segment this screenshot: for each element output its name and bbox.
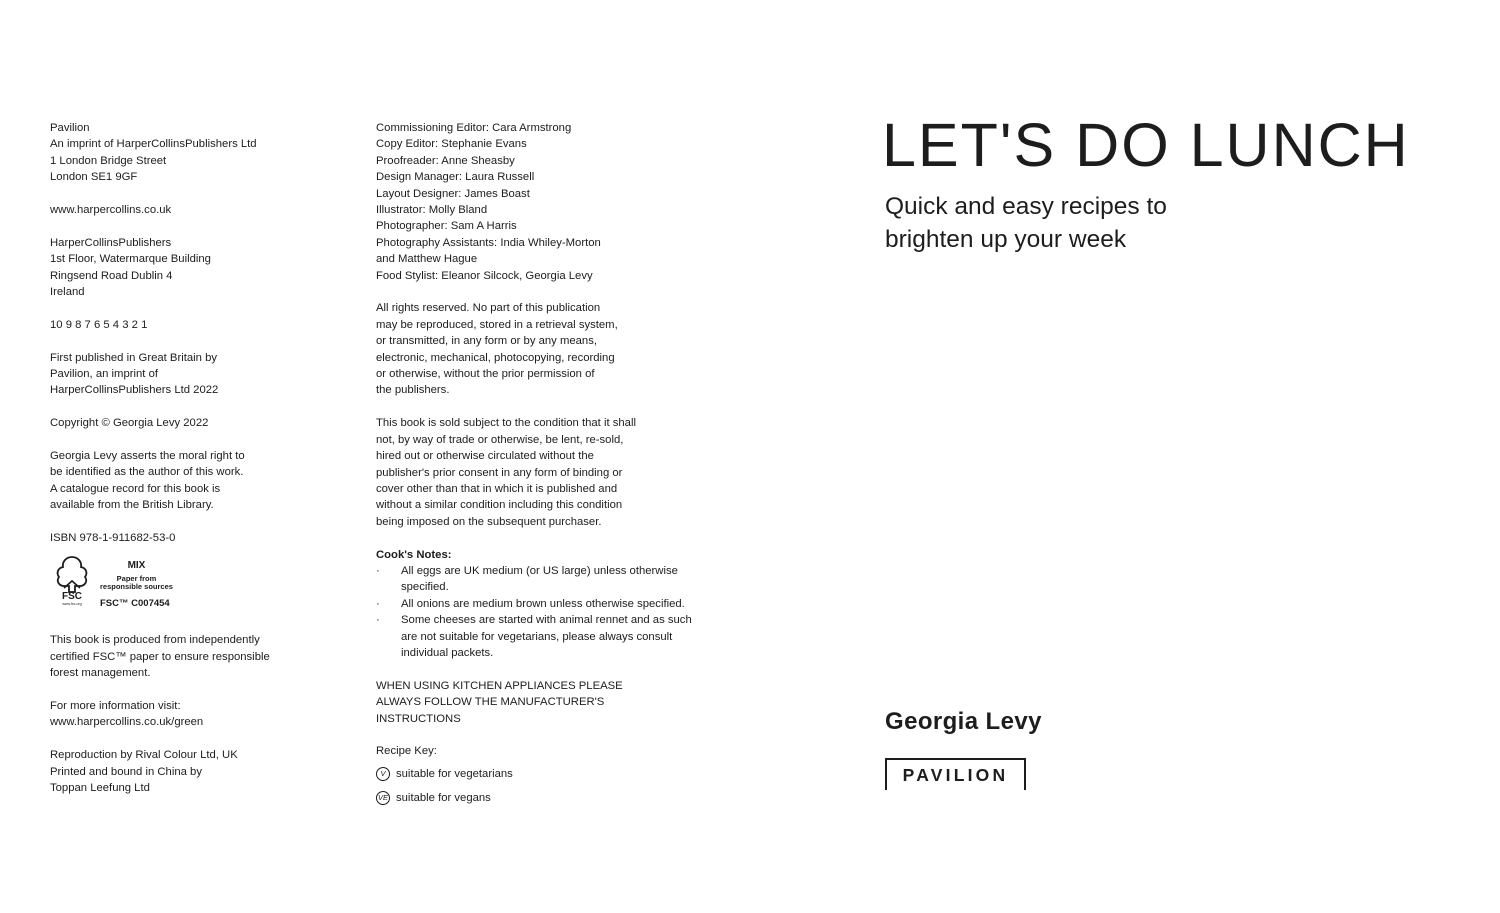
fsc-text-block: [100, 554, 173, 612]
fsc-paper-from: Paper from: [116, 573, 157, 583]
green-url: www.harpercollins.co.uk/green: [50, 716, 204, 729]
text-line: Toppan Leefung Ltd: [50, 782, 150, 795]
text-line: Georgia Levy asserts the moral right to: [50, 450, 245, 463]
text-line: First published in Great Britain by: [50, 351, 218, 364]
credit-line: Design Manager: Laura Russell: [376, 171, 535, 184]
text-line: electronic, mechanical, photocopying, recording: [376, 351, 615, 364]
text-line: This book is sold subject to the condition that it shall: [376, 417, 636, 430]
cooks-notes-list: [376, 563, 696, 661]
text-line: This book is produced from independently: [50, 634, 260, 647]
more-info: [50, 698, 350, 731]
text-line: cover other than that in which it is published and: [376, 482, 618, 495]
text-line: 1 London Bridge Street: [50, 154, 167, 167]
text-line: Reproduction by Rival Colour Ltd, UK: [50, 749, 238, 762]
fsc-statement: [50, 632, 350, 681]
text-line: may be reproduced, stored in a retrieval system,: [376, 318, 618, 331]
credit-line: Illustrator: Molly Bland: [376, 204, 488, 217]
credit-line: and Matthew Hague: [376, 253, 478, 266]
copyright: [50, 415, 350, 431]
text-line: INSTRUCTIONS: [376, 712, 461, 725]
fsc-logo-url: www.fsc.org: [62, 602, 82, 607]
author-name: Georgia Levy: [885, 708, 1042, 735]
imprint-column-left: [50, 120, 350, 813]
text-line: be identified as the author of this work.: [50, 466, 244, 479]
print-line: [50, 317, 350, 333]
text-line: WHEN USING KITCHEN APPLIANCES PLEASE: [376, 679, 623, 692]
text-line: Ringsend Road Dublin 4: [50, 269, 173, 282]
credit-line: Food Stylist: Eleanor Silcock, Georgia Levy: [376, 269, 593, 282]
credit-line: Copy Editor: Stephanie Evans: [376, 138, 527, 151]
vegetarian-icon: V: [376, 767, 390, 781]
list-item: · All eggs are UK medium (or US large) unless otherwise specified.: [376, 563, 701, 596]
text-line: being imposed on the subsequent purchaser.: [376, 515, 602, 528]
text-line: A catalogue record for this book is: [50, 482, 221, 495]
text-line: or otherwise, without the prior permission of: [376, 368, 595, 381]
credit-line: Photographer: Sam A Harris: [376, 220, 517, 233]
reproduction: [50, 747, 350, 796]
credit-line: Commissioning Editor: Cara Armstrong: [376, 122, 572, 134]
fsc-tree-icon: [52, 554, 92, 606]
text-line: ALWAYS FOLLOW THE MANUFACTURER'S: [376, 696, 605, 709]
credit-line: Proofreader: Anne Sheasby: [376, 154, 515, 167]
text-line: An imprint of HarperCollinsPublishers Ltd: [50, 138, 257, 151]
copyright-text: Copyright © Georgia Levy 2022: [50, 417, 209, 430]
imprint-column-middle: [376, 120, 696, 808]
cooks-notes: [376, 547, 696, 662]
recipe-key-label: suitable for vegetarians: [396, 767, 513, 780]
cooks-notes-title: Cook's Notes:: [376, 548, 452, 561]
list-item: · All onions are medium brown unless otherwise specified.: [376, 596, 701, 612]
isbn: [50, 530, 350, 546]
text-line: or transmitted, in any form or by any means,: [376, 335, 598, 348]
subtitle-line: brighten up your week: [885, 225, 1127, 253]
condition-statement: [376, 415, 696, 530]
text-line: forest management.: [50, 667, 151, 680]
website-text: www.harpercollins.co.uk: [50, 204, 172, 217]
text-line: without a similar condition including this condition: [376, 499, 623, 512]
rights-statement: [376, 300, 696, 398]
fsc-label: [52, 554, 350, 612]
publisher-logo: PAVILION: [885, 758, 1026, 790]
text-line: available from the British Library.: [50, 499, 214, 512]
text-line: HarperCollinsPublishers: [50, 236, 172, 249]
text-line: Ireland: [50, 286, 85, 299]
text-line: 1st Floor, Watermarque Building: [50, 253, 211, 266]
print-number-line: 10 9 8 7 6 5 4 3 2 1: [50, 318, 148, 331]
recipe-key: [376, 743, 696, 807]
fsc-mix: MIX: [127, 560, 146, 572]
recipe-key-item-vegan: [376, 788, 696, 808]
fsc-code: FSC™ C007454: [100, 597, 170, 609]
ireland-address: [50, 235, 350, 301]
text-line: For more information visit:: [50, 700, 181, 713]
list-item: · Some cheeses are started with animal rennet and as such are not suitable for vegetarians, please always consult individual packets.: [376, 612, 701, 661]
text-line: All rights reserved. No part of this publication: [376, 302, 601, 315]
text-line: London SE1 9GF: [50, 171, 138, 184]
credits: [376, 120, 696, 284]
text-line: Printed and bound in China by: [50, 765, 202, 778]
recipe-key-title: Recipe Key:: [376, 745, 437, 758]
website: [50, 202, 350, 218]
text-line: hired out or otherwise circulated without the: [376, 450, 594, 463]
text-line: Pavilion: [50, 122, 90, 134]
publisher-address: [50, 120, 350, 186]
subtitle-line: Quick and easy recipes to: [885, 193, 1167, 220]
text-line: the publishers.: [376, 384, 450, 397]
recipe-key-item-vegetarian: [376, 764, 696, 784]
isbn-text: ISBN 978-1-911682-53-0: [50, 532, 176, 545]
recipe-key-label: suitable for vegans: [396, 791, 491, 804]
appliances-warning: [376, 678, 696, 727]
fsc-responsible: responsible sources: [100, 581, 173, 591]
book-title: LET'S DO LUNCH: [882, 111, 1410, 179]
credit-line: Photography Assistants: India Whiley-Morton: [376, 236, 601, 249]
text-line: certified FSC™ paper to ensure responsible: [50, 650, 270, 663]
text-line: HarperCollinsPublishers Ltd 2022: [50, 384, 219, 397]
text-line: publisher's prior consent in any form of binding or: [376, 466, 623, 479]
fsc-logo-text: FSC: [62, 591, 82, 603]
text-line: Pavilion, an imprint of: [50, 368, 158, 381]
book-subtitle: [885, 191, 1305, 256]
text-line: not, by way of trade or otherwise, be lent, re-sold,: [376, 433, 624, 446]
credit-line: Layout Designer: James Boast: [376, 187, 530, 200]
moral-right: [50, 448, 350, 514]
vegan-icon: VE: [376, 791, 390, 805]
first-published: [50, 350, 350, 399]
